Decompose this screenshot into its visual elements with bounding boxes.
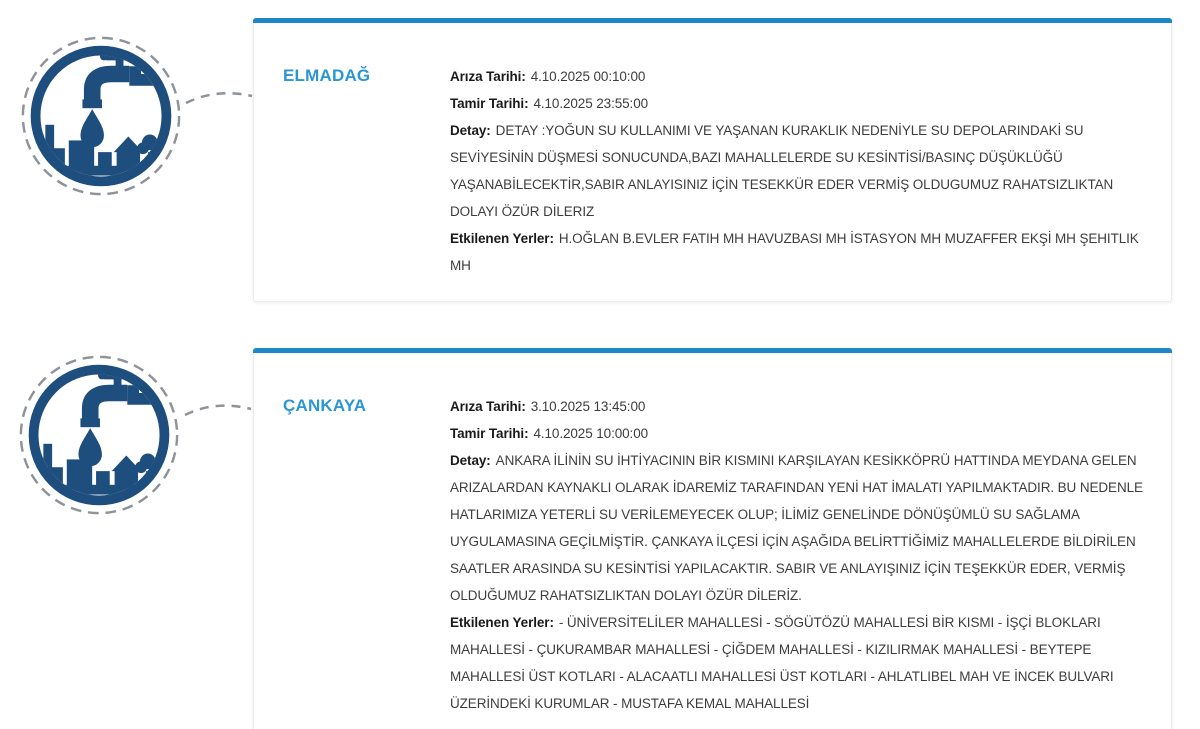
tamir-tarihi-label: Tamir Tarihi: bbox=[450, 426, 529, 441]
water-tap-city-icon bbox=[16, 352, 182, 518]
tamir-tarihi-value: 4.10.2025 23:55:00 bbox=[533, 96, 649, 111]
etkilenen-yerler-field bbox=[450, 609, 1147, 717]
etkilenen-yerler-label: Etkilenen Yerler: bbox=[450, 615, 554, 630]
outage-details bbox=[450, 393, 1147, 717]
ariza-tarihi-field bbox=[450, 393, 1147, 420]
tamir-tarihi-label: Tamir Tarihi: bbox=[450, 96, 529, 111]
dashed-connector-line bbox=[183, 398, 255, 424]
etkilenen-yerler-value: - ÜNİVERSİTELİLER MAHALLESİ - SÖGÜTÖZÜ MAHALLESİ BİR KISMI - İŞÇİ BLOKLARI MAHALLESİ - ÇUKURAMBAR MAHALLESİ - ÇİĞDEM MAHALLESİ - KIZILIRMAK MAHALLESİ - BEYTEPE MAHALLESİ ÜST KOTLARI - ALACAATLI MAHALLESİ ÜST KOTLARI - AHLATLIBEL MAH VE İNCEK BULVARI ÜZERİNDEKİ KURUMLAR - MUSTAFA KEMAL MAHALLESİ bbox=[450, 615, 1114, 711]
district-name: ÇANKAYA bbox=[283, 396, 367, 415]
detay-field bbox=[450, 117, 1147, 225]
ariza-tarihi-label: Arıza Tarihi: bbox=[450, 399, 526, 414]
district-name: ELMADAĞ bbox=[283, 66, 371, 85]
outage-card-cankaya bbox=[253, 348, 1172, 729]
outage-details bbox=[450, 63, 1147, 279]
ariza-tarihi-label: Arıza Tarihi: bbox=[450, 69, 526, 84]
etkilenen-yerler-field bbox=[450, 225, 1147, 279]
etkilenen-yerler-value: H.OĞLAN B.EVLER FATIH MH HAVUZBASI MH İSTASYON MH MUZAFFER EKŞİ MH ŞEHITLIK MH bbox=[450, 231, 1139, 273]
water-tap-city-icon bbox=[18, 33, 184, 199]
ariza-tarihi-value: 4.10.2025 00:10:00 bbox=[530, 69, 646, 84]
tamir-tarihi-field bbox=[450, 420, 1147, 447]
ariza-tarihi-value: 3.10.2025 13:45:00 bbox=[530, 399, 646, 414]
ariza-tarihi-field bbox=[450, 63, 1147, 90]
tamir-tarihi-value: 4.10.2025 10:00:00 bbox=[533, 426, 649, 441]
outage-card-elmadag bbox=[253, 18, 1172, 302]
dashed-connector-line bbox=[184, 86, 256, 112]
tamir-tarihi-field bbox=[450, 90, 1147, 117]
detay-label: Detay: bbox=[450, 123, 491, 138]
etkilenen-yerler-label: Etkilenen Yerler: bbox=[450, 231, 554, 246]
detay-value: ANKARA İLİNİN SU İHTİYACININ BİR KISMINI KARŞILAYAN KESİKKÖPRÜ HATTINDA MEYDANA GELEN ARIZALARDAN KAYNAKLI OLARAK İDAREMİZ TARAFINDAN YENİ HAT İMALATI YAPILMAKTADIR. BU NEDENLE HATLARIMIZA YETERLİ SU VERİLEMEYECEK OLUP; İLİMİZ GENELİNDE DÖNÜŞÜMLÜ SU SAĞLAMA UYGULAMASINA GEÇİLMİŞTİR. ÇANKAYA İLÇESİ İÇİN AŞAĞIDA BELİRTTİĞİMİZ MAHALLELERDE BİLDİRİLEN SAATLER ARASINDA SU KESİNTİSİ YAPILACAKTIR. SABIR VE ANLAYIŞINIZ İÇİN TEŞEKKÜR EDER, VERMİŞ OLDUĞUMUZ RAHATSIZLIKTAN DOLAYI ÖZÜR DİLERİZ. bbox=[450, 453, 1143, 603]
detay-value: DETAY :YOĞUN SU KULLANIMI VE YAŞANAN KURAKLIK NEDENİYLE SU DEPOLARINDAKİ SU SEVİYESİNİN DÜŞMESİ SONUCUNDA,BAZI MAHALLELERDE SU KESİNTİSİ/BASINÇ DÜŞÜKLÜĞÜ YAŞANABİLECEKTİR,SABIR ANLAYISINIZ İÇİN TESEKKÜR EDER VERMİŞ OLDUGUMUZ RAHATSIZLIKTAN DOLAYI ÖZÜR DİLERIZ bbox=[450, 123, 1114, 219]
detay-field bbox=[450, 447, 1147, 609]
detay-label: Detay: bbox=[450, 453, 491, 468]
